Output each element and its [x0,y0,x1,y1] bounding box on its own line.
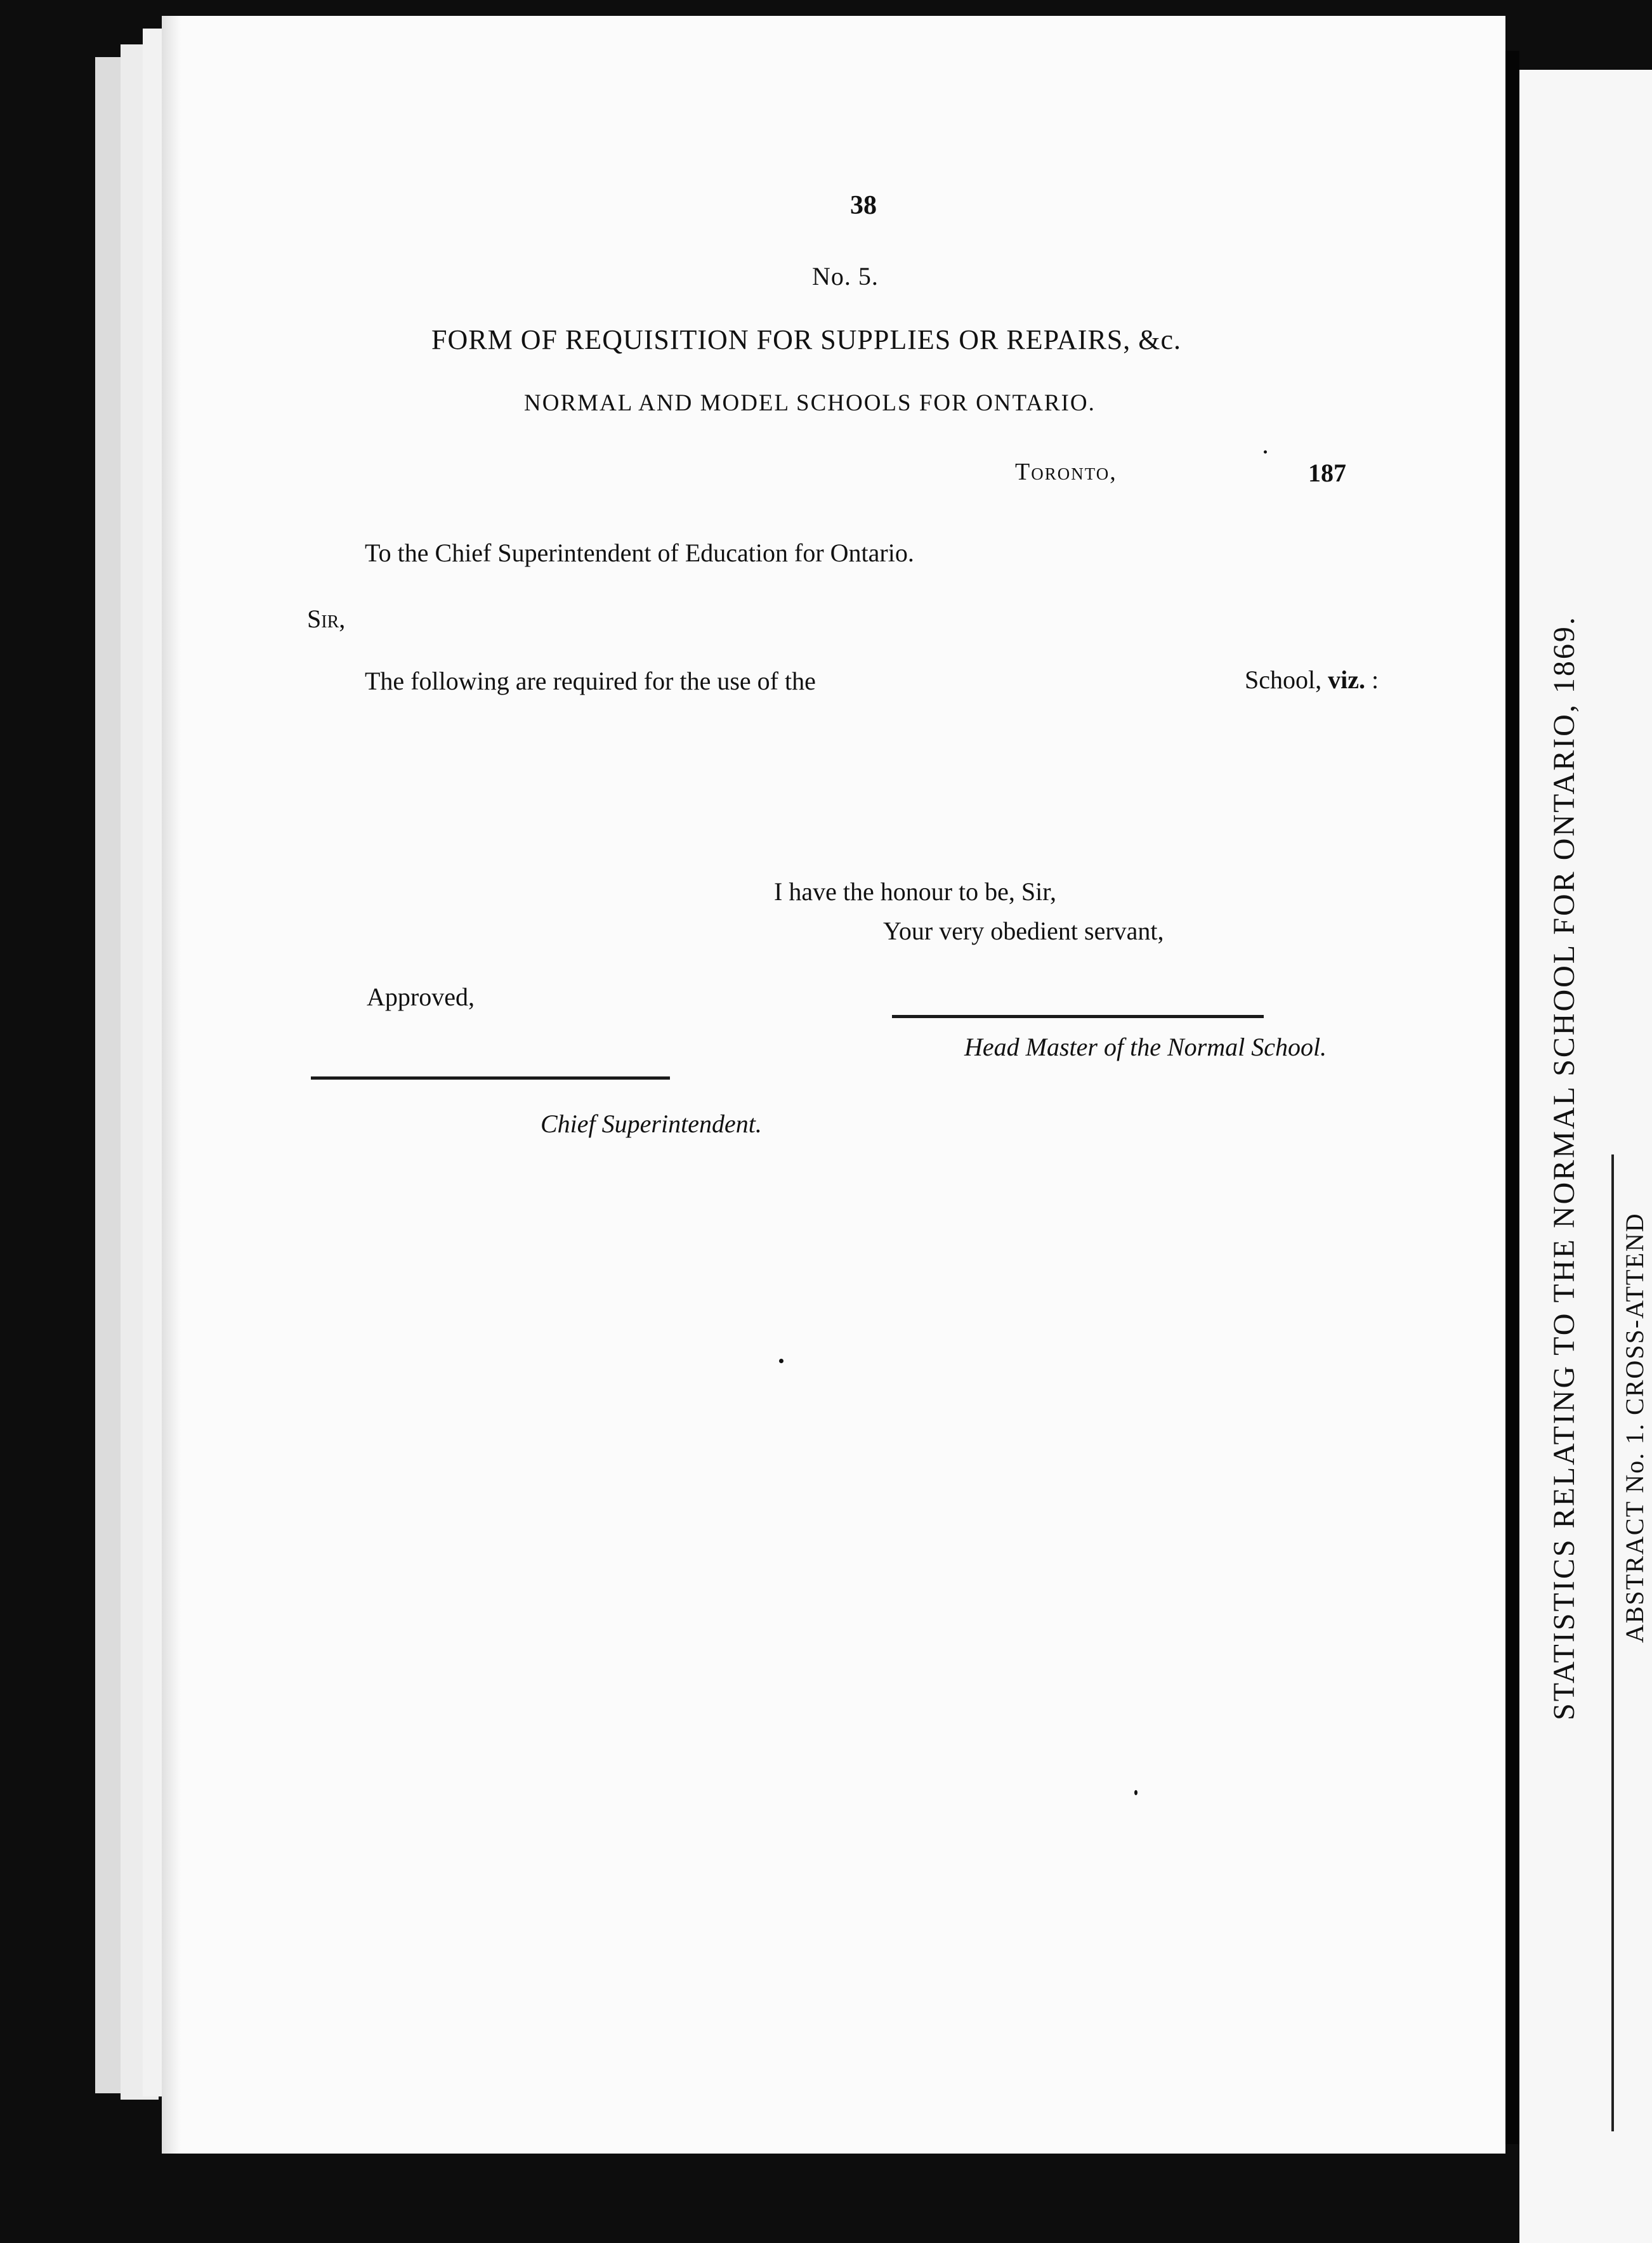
requisition-line: The following are required for the use of the [365,667,816,695]
ink-speck [1134,1790,1137,1795]
page-number: 38 [850,191,877,220]
book-gutter [1505,51,1519,2144]
viz-colon: : [1372,665,1379,694]
facing-page-rule [1611,1154,1614,2131]
ink-speck [1264,450,1267,454]
form-subtitle: NORMAL AND MODEL SCHOOLS FOR ONTARIO. [524,390,1096,416]
school-label: School, [1245,665,1322,694]
form-number: No. 5. [812,262,879,291]
closing-line-2: Your very obedient servant, [883,917,1164,945]
ink-speck [779,1359,783,1363]
place-name: Toronto, [1015,459,1117,485]
school-viz-label [1245,665,1379,695]
form-title: FORM OF REQUISITION FOR SUPPLIES OR REPAIRS, &c. [431,324,1182,355]
facing-page-running-title: STATISTICS RELATING TO THE NORMAL SCHOOL FOR ONTARIO, 1869. [1547,615,1581,1720]
chief-superintendent-signature-line [311,1076,670,1080]
salutation: Sir, [307,605,346,633]
facing-page [1519,70,1652,2243]
viz-label: viz. [1328,665,1365,694]
head-master-title: Head Master of the Normal School. [964,1033,1327,1061]
chief-superintendent-title: Chief Superintendent. [541,1109,762,1138]
year-field: 187 [1308,459,1346,487]
head-master-signature-line [892,1015,1264,1018]
closing-line-1: I have the honour to be, Sir, [774,877,1056,906]
approved-label: Approved, [367,983,475,1011]
addressee: To the Chief Superintendent of Education for Ontario. [365,539,914,567]
facing-page-abstract-heading: ABSTRACT No. 1. CROSS-ATTEND [1620,1212,1649,1643]
